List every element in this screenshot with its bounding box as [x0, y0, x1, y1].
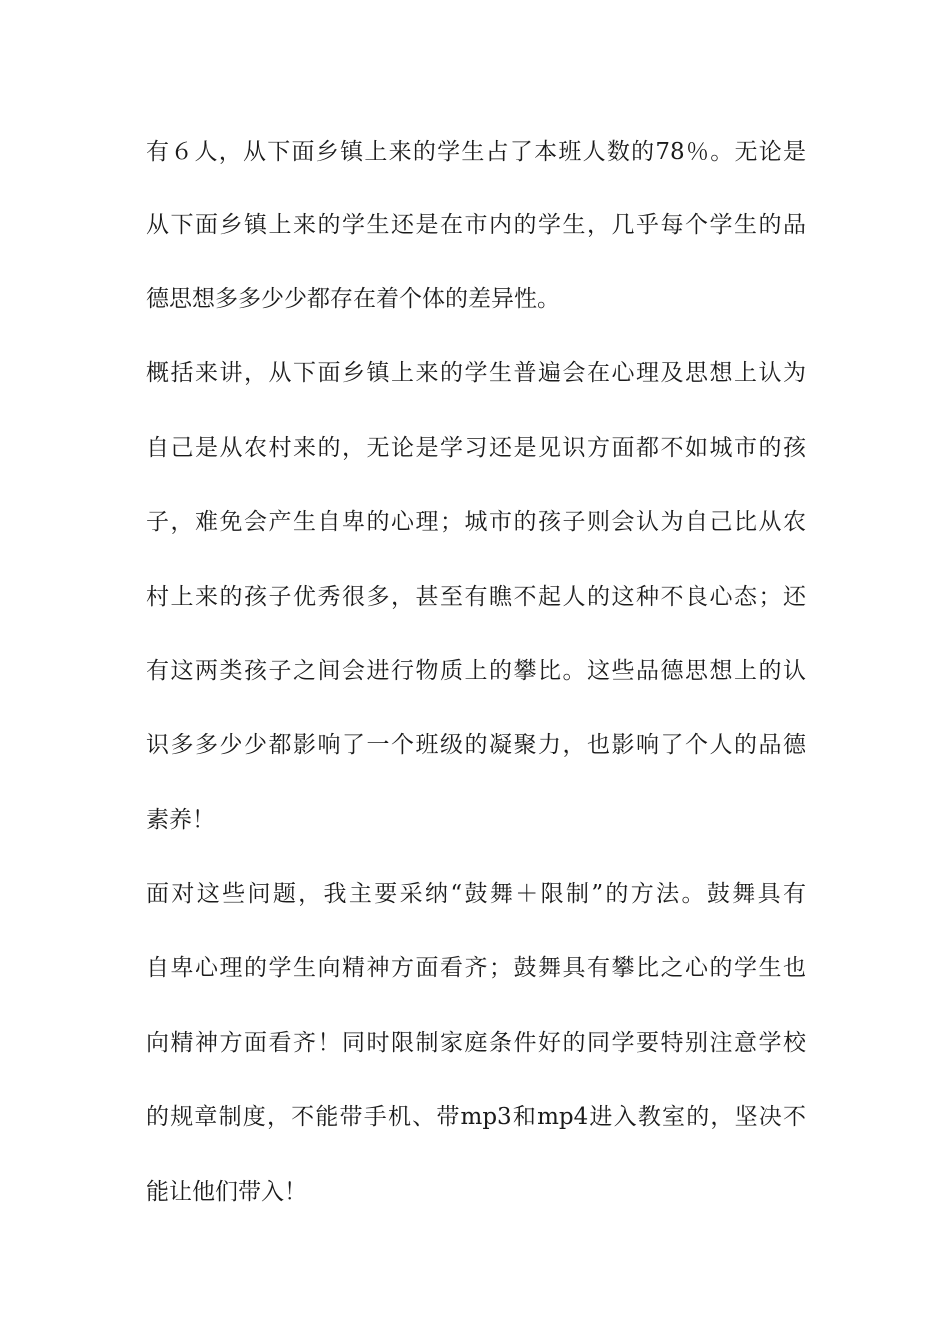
- text-line: 村上来的孩子优秀很多，甚至有瞧不起人的这种不良心态；还: [146, 584, 806, 610]
- text-line: 有这两类孩子之间会进行物质上的攀比。这些品德思想上的认: [146, 658, 806, 684]
- text-line: 有６人，从下面乡镇上来的学生占了本班人数的78％。无论是: [146, 139, 806, 165]
- text-line: 识多多少少都影响了一个班级的凝聚力，也影响了个人的品德: [146, 732, 806, 758]
- text-line: 自卑心理的学生向精神方面看齐；鼓舞具有攀比之心的学生也: [146, 955, 806, 981]
- text-line: 素养！: [146, 807, 215, 833]
- text-line: 的规章制度，不能带手机、带mp3和mp4进入教室的，坚决不: [146, 1104, 806, 1130]
- text-line: 面对这些问题，我主要采纳“鼓舞＋限制”的方法。鼓舞具有: [146, 881, 806, 907]
- text-line: 能让他们带入！: [146, 1179, 307, 1205]
- text-line: 向精神方面看齐！同时限制家庭条件好的同学要特别注意学校: [146, 1030, 806, 1056]
- text-line: 子，难免会产生自卑的心理；城市的孩子则会认为自己比从农: [146, 509, 806, 535]
- text-line: 自己是从农村来的，无论是学习还是见识方面都不如城市的孩: [146, 435, 806, 461]
- text-line: 德思想多多少少都存在着个体的差异性。: [146, 286, 560, 312]
- text-line: 概括来讲，从下面乡镇上来的学生普遍会在心理及思想上认为: [146, 360, 806, 386]
- text-line: 从下面乡镇上来的学生还是在市内的学生，几乎每个学生的品: [146, 212, 806, 238]
